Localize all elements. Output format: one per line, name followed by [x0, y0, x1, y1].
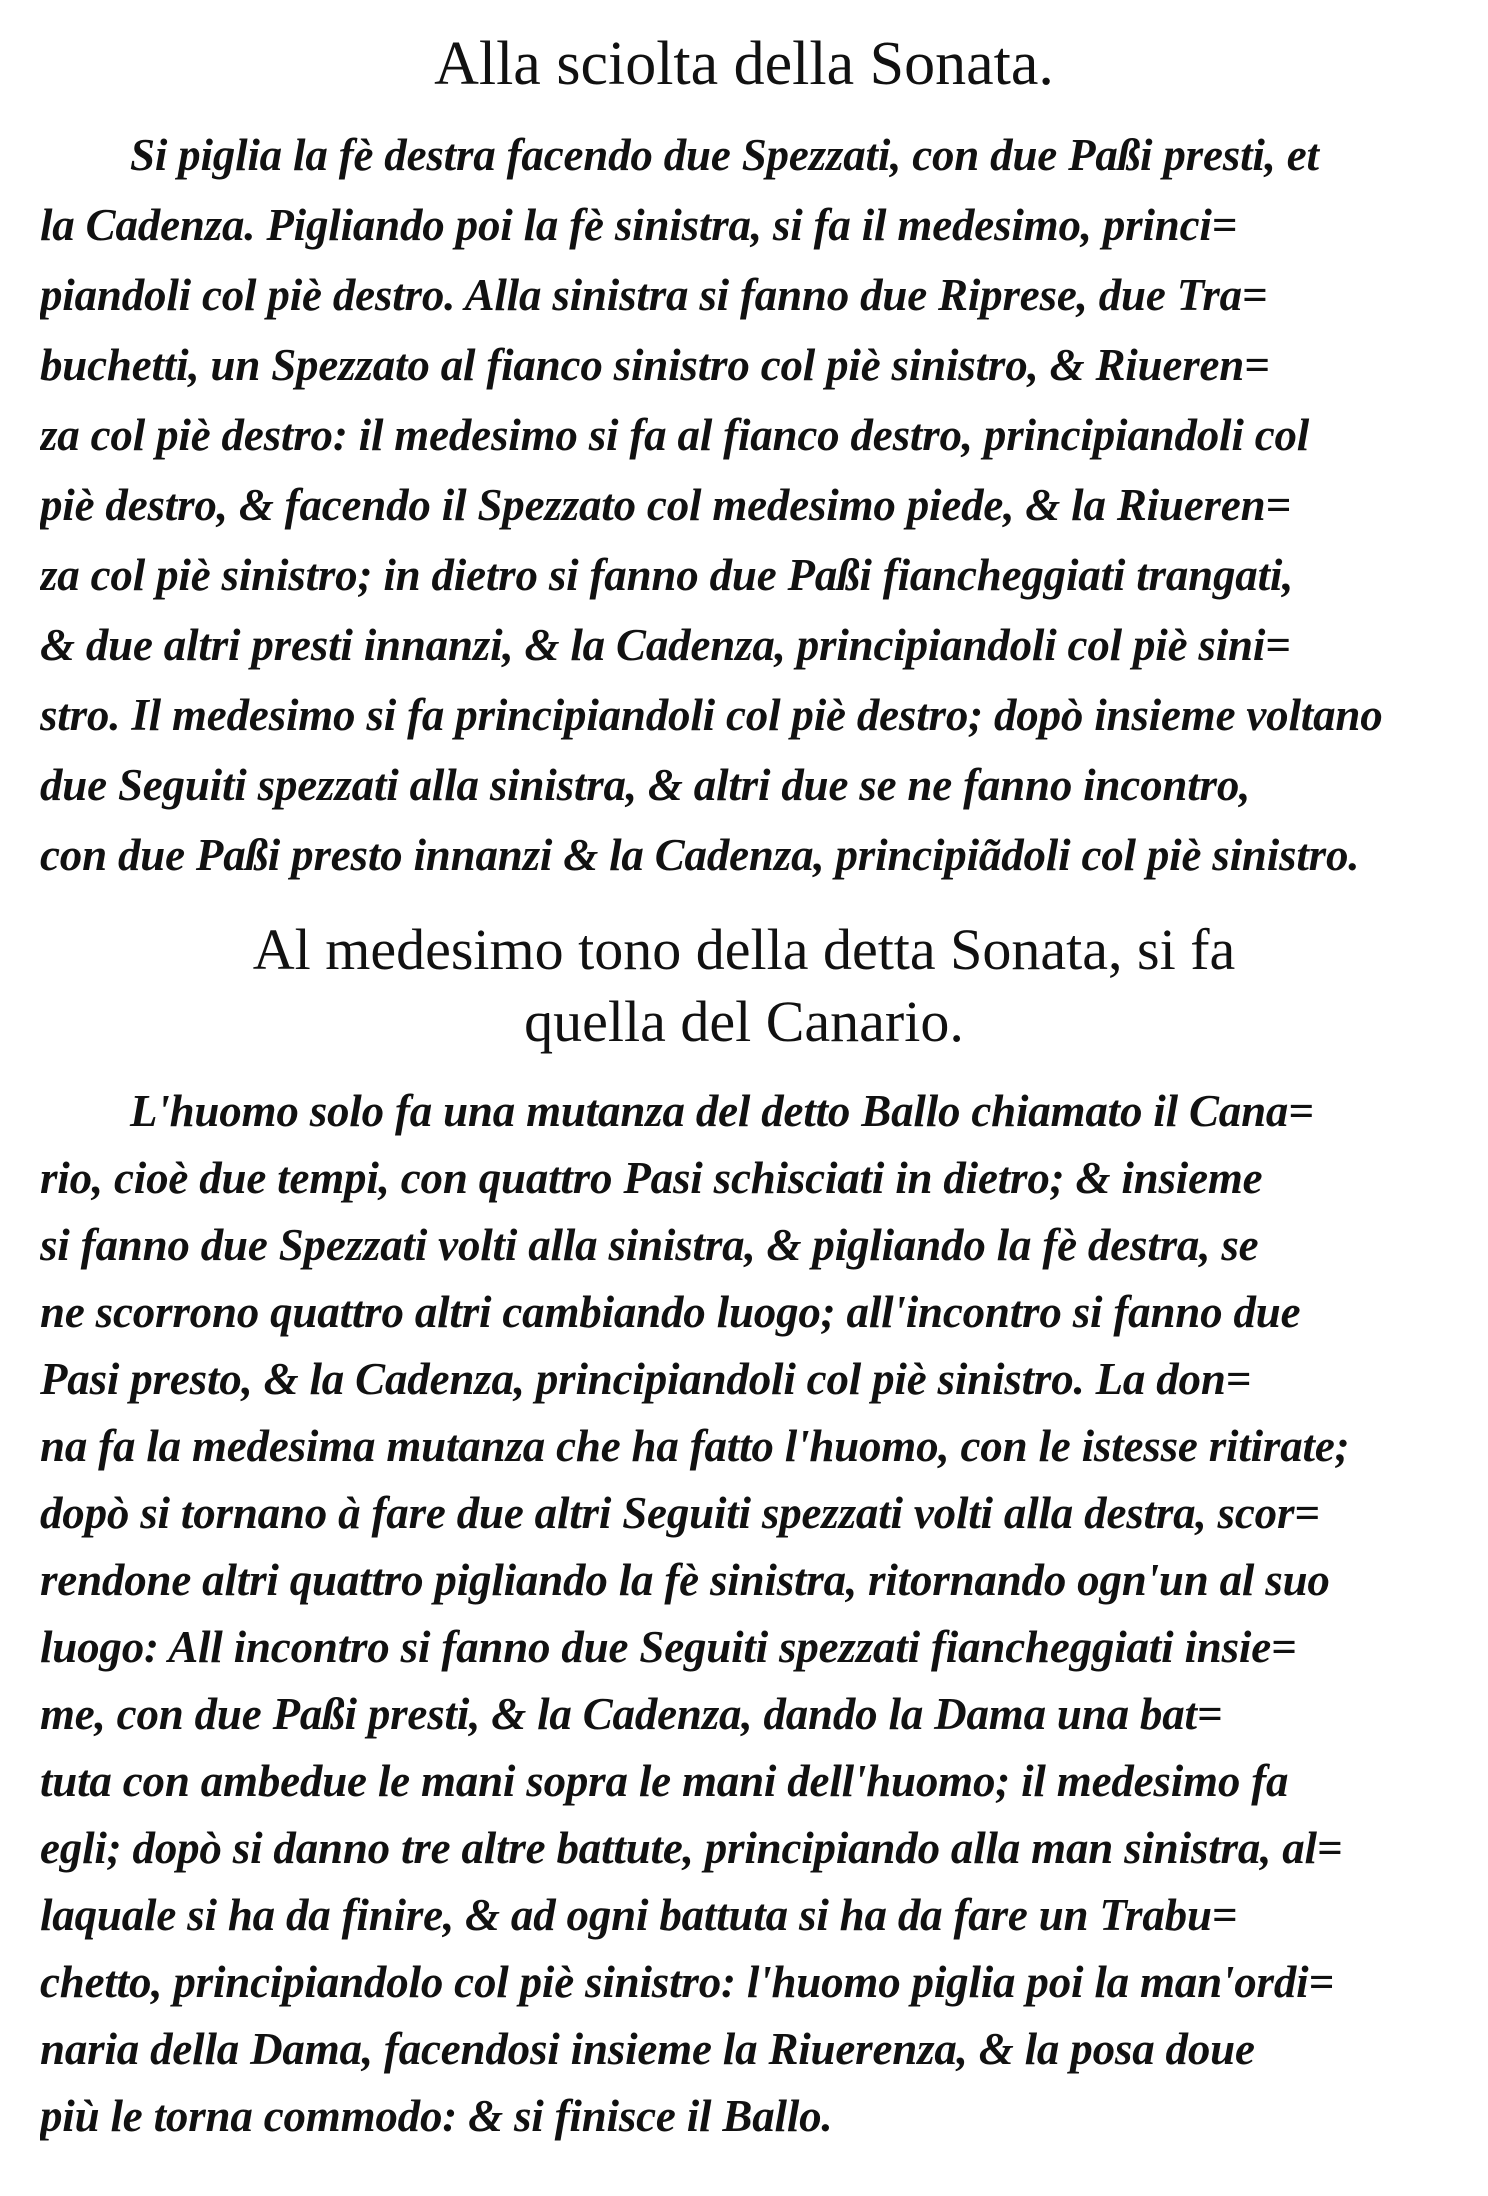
text-line: dopò si tornano à fare due altri Seguiti spezzati volti alla destra, scor=: [40, 1488, 1320, 1538]
text-line: luogo: All incontro si fanno due Seguiti spezzati fiancheggiati insie=: [40, 1622, 1297, 1672]
text-line: rio, cioè due tempi, con quattro Pasi schisciati in dietro; & insieme: [40, 1153, 1263, 1203]
text-line: me, con due Paßi presti, & la Cadenza, dando la Dama una bat=: [40, 1689, 1223, 1739]
text-line: rendone altri quattro pigliando la fè sinistra, ritornando ogn'un al suo: [40, 1555, 1330, 1605]
text-line: buchetti, un Spezzato al fianco sinistro col piè sinistro, & Riueren=: [40, 340, 1270, 390]
section-heading-line-1: Al medesimo tono della detta Sonata, si fa: [252, 917, 1236, 982]
text-line: L'huomo solo fa una mutanza del detto Ballo chiamato il Cana=: [130, 1086, 1314, 1136]
text-line: za col piè sinistro; in dietro si fanno due Paßi fiancheggiati trangati,: [40, 550, 1294, 600]
text-line: più le torna commodo: & si finisce il Ballo.: [40, 2091, 833, 2141]
text-line: tuta con ambedue le mani sopra le mani dell'huomo; il medesimo fa: [40, 1756, 1289, 1806]
text-line: na fa la medesima mutanza che ha fatto l'huomo, con le istesse ritirate;: [40, 1421, 1350, 1471]
text-line: con due Paßi presto innanzi & la Cadenza, principiãdoli col piè sinistro.: [40, 830, 1360, 880]
text-line: & due altri presti innanzi, & la Cadenza, principiandoli col piè sini=: [40, 620, 1291, 670]
text-line: Pasi presto, & la Cadenza, principiandoli col piè sinistro. La don=: [40, 1354, 1252, 1404]
text-line: piè destro, & facendo il Spezzato col medesimo piede, & la Riueren=: [40, 480, 1291, 530]
text-line: za col piè destro: il medesimo si fa al fianco destro, principiandoli col: [40, 410, 1310, 460]
text-line: stro. Il medesimo si fa principiandoli col piè destro; dopò insieme voltano: [40, 690, 1383, 740]
text-line: due Seguiti spezzati alla sinistra, & altri due se ne fanno incontro,: [40, 760, 1251, 810]
text-line: Si piglia la fè destra facendo due Spezzati, con due Paßi presti, et: [130, 130, 1319, 180]
text-line: si fanno due Spezzati volti alla sinistra, & pigliando la fè destra, se: [40, 1220, 1259, 1270]
text-line: ne scorrono quattro altri cambiando luogo; all'incontro si fanno due: [40, 1287, 1301, 1337]
page-title: Alla sciolta della Sonata.: [434, 30, 1054, 98]
text-line: la Cadenza. Pigliando poi la fè sinistra, si fa il medesimo, princi=: [40, 200, 1238, 250]
text-line: chetto, principiandolo col piè sinistro: l'huomo piglia poi la man'ordi=: [40, 1957, 1334, 2007]
text-line: naria della Dama, facendosi insieme la Riuerenza, & la posa doue: [40, 2024, 1255, 2074]
text-line: laquale si ha da finire, & ad ogni battuta si ha da fare un Trabu=: [40, 1890, 1238, 1940]
text-line: piandoli col piè destro. Alla sinistra si fanno due Riprese, due Tra=: [40, 270, 1268, 320]
section-heading-line-2: quella del Canario.: [524, 989, 964, 1054]
text-line: egli; dopò si danno tre altre battute, principiando alla man sinistra, al=: [40, 1823, 1343, 1873]
